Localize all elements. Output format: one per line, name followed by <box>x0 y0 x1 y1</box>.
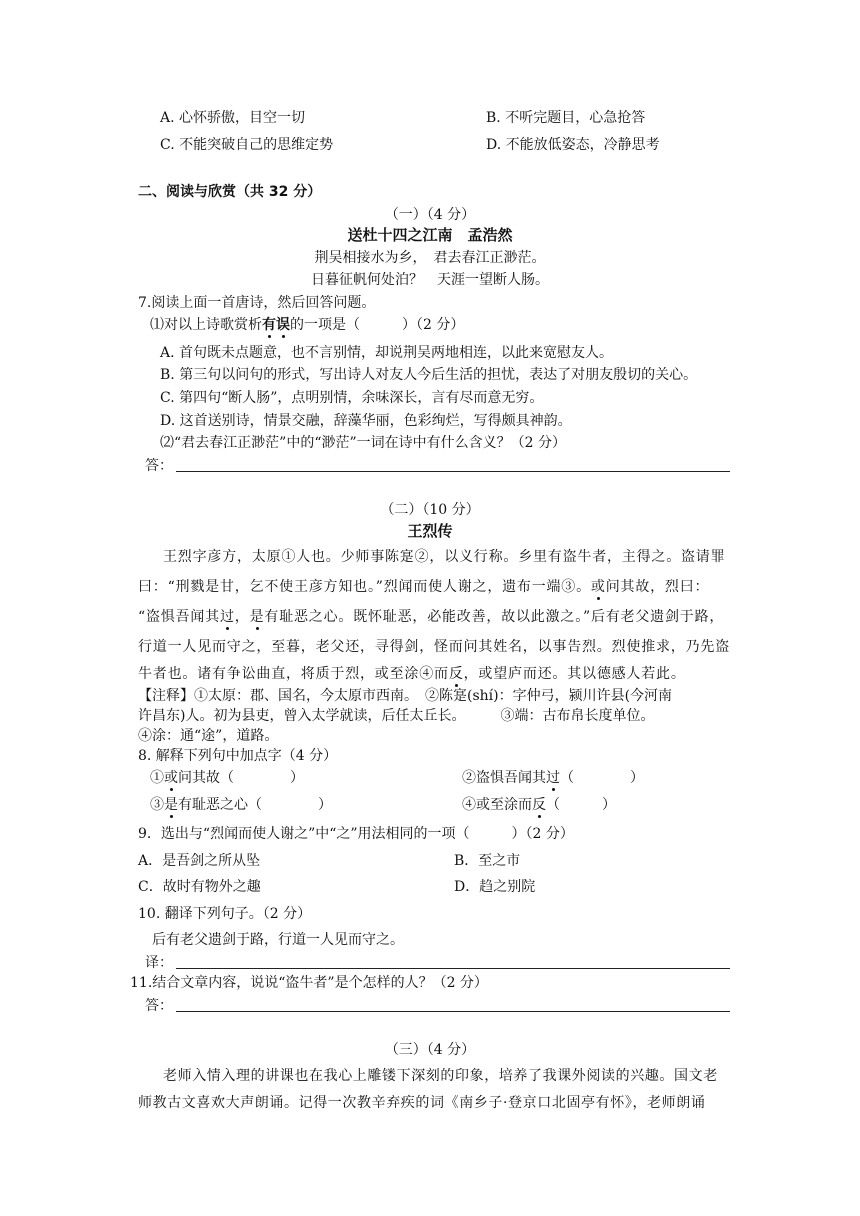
section-heading: 二、阅读与欣赏（共 32 分） <box>138 184 322 200</box>
q7-option-a: A. 首句既未点题意，也不言别情，却说荆吴两地相连，以此来宽慰友人。 <box>160 345 614 361</box>
q7-option-c: C. 第四句“断人肠”，点明别情，余味深长，言有尽而意无穷。 <box>160 390 544 406</box>
answer-label: 答： <box>145 458 173 474</box>
passage-line-4: 行道一人见而守之，至暮，老父还，寻得剑，怪而问其姓名，以事告烈。烈使推求，乃先盗 <box>138 639 730 655</box>
q9-option-b: B．至之市 <box>454 853 521 869</box>
q8-text: 问其故（ ） <box>178 770 304 786</box>
option-b: B. 不听完题目，心急抢答 <box>486 110 646 126</box>
q7-1-prefix: ⑴对以上诗歌赏析 <box>150 317 262 333</box>
question-8: 8. 解释下列句中加点字（4 分） <box>138 748 338 764</box>
dotted-char: 或 <box>164 770 178 786</box>
passage-text: 牛者也。诸有争讼曲直，将质于烈，或至涂④而 <box>138 666 449 682</box>
q8-text: ① <box>150 770 164 786</box>
q8-text: （ ） <box>546 797 616 813</box>
dotted-char: 是 <box>164 797 178 813</box>
part3-label: （三）（4 分） <box>384 1042 476 1058</box>
part3-line-1: 老师入情入理的讲课也在我心上雕镂下深刻的印象，培养了我课外阅读的兴趣。国文老 <box>163 1068 718 1084</box>
question-7-stem: 7.阅读上面一首唐诗，然后回答问题。 <box>138 295 376 311</box>
q8-text: ②盗惧吾闻其 <box>462 770 546 786</box>
dotted-char: 反 <box>448 666 464 682</box>
q9-option-a: A．是吾剑之所从坠 <box>138 853 261 869</box>
q8-item-2 <box>462 768 644 788</box>
dotted-char: 过 <box>546 770 560 786</box>
passage-text: ， <box>234 609 250 625</box>
option-d: D. 不能放低姿态，冷静思考 <box>486 137 660 153</box>
option-a: A. 心怀骄傲，目空一切 <box>160 110 306 126</box>
q7-option-b: B. 第三句以问句的形式，写出诗人对友人今后生活的担忧，表达了对朋友殷切的关心。 <box>160 367 698 383</box>
dotted-char: 是 <box>249 609 265 625</box>
answer-label: 答： <box>145 998 173 1014</box>
dotted-char: 过 <box>219 609 235 625</box>
passage-text: ，或望庐而还。其以德感人若此。 <box>463 666 686 682</box>
part3-line-2: 师教古文喜欢大声朗诵。记得一次教辛弃疾的词《南乡子·登京口北固亭有怀》，老师朗诵 <box>138 1095 706 1111</box>
q8-text: ③ <box>150 797 164 813</box>
dotted-char: 反 <box>532 797 546 813</box>
q9-option-d: D．趋之别院 <box>454 879 536 895</box>
question-7-2: ⑵“君去春江正渺茫”中的“渺茫”一词在诗中有什么含义？（2 分） <box>160 435 566 451</box>
passage-line-5 <box>138 664 686 684</box>
question-11: 11.结合文章内容，说说“盗牛者”是个怎样的人？（2 分） <box>130 975 488 991</box>
q8-text: ④或至涂而 <box>462 797 532 813</box>
note-line-1: 【注释】①太原：郡、国名，今太原市西南。 ②陈寔(shí)：字仲弓，颍川许县(今河南 <box>138 688 673 704</box>
dotted-char: 或 <box>590 579 606 595</box>
part1-label: （一）（4 分） <box>384 207 476 223</box>
answer-line[interactable] <box>176 1011 730 1012</box>
question-7-1 <box>150 315 464 335</box>
q7-option-d: D. 这首送别诗，情景交融，辞藻华丽，色彩绚烂，写得颇具神韵。 <box>160 413 572 429</box>
question-9: 9．选出与“烈闻而使人谢之”中“之”用法相同的一项（ ）（2 分） <box>138 826 574 842</box>
q9-option-c: C．故时有物外之趣 <box>138 879 261 895</box>
passage-title: 王烈传 <box>407 522 453 540</box>
q8-item-1 <box>150 768 304 788</box>
poem-line-1: 荆吴相接水为乡， 君去春江正渺茫。 <box>314 250 546 266</box>
option-c: C. 不能突破自己的思维定势 <box>160 137 334 153</box>
passage-text: 有耻恶之心。既怀耻恶，必能改善，故以此激之。”后有老父遗剑于路， <box>264 609 725 625</box>
poem-line-2: 日暮征帆何处泊？ 天涯一望断人肠。 <box>311 272 549 288</box>
note-line-3: ④涂：通“途”，道路。 <box>138 728 279 744</box>
poem-title: 送杜十四之江南 孟浩然 <box>347 226 513 244</box>
passage-line-2 <box>138 577 709 597</box>
answer-line[interactable] <box>176 471 730 472</box>
q7-1-suffix: 的一项是（ ）（2 分） <box>290 317 465 333</box>
emphasis-char: 误 <box>276 317 290 333</box>
passage-line-1: 王烈字彦方，太原①人也。少师事陈寔②，以义行称。乡里有盗牛者，主得之。盗请罪 <box>163 549 726 565</box>
question-10: 10. 翻译下列句子。（2 分） <box>138 906 312 922</box>
translate-label: 译： <box>145 955 173 971</box>
part2-label: （二）（10 分） <box>380 502 480 518</box>
q8-text: （ ） <box>560 770 644 786</box>
q8-item-3 <box>150 795 332 815</box>
q8-item-4 <box>462 795 616 815</box>
q8-text: 有耻恶之心（ ） <box>178 797 332 813</box>
q10-sentence: 后有老父遗剑于路，行道一人见而守之。 <box>152 932 404 948</box>
passage-text: “盗惧吾闻其 <box>138 609 220 625</box>
passage-text: 问其故，烈曰： <box>605 579 710 595</box>
note-line-2: 许昌东)人。初为县吏，曾入太学就读，后任太丘长。 ③端：古布帛长度单位。 <box>138 708 655 724</box>
passage-line-3 <box>138 607 724 627</box>
translate-line[interactable] <box>176 968 730 969</box>
emphasis-char: 有 <box>262 317 276 333</box>
passage-text: 曰：“刑戮是甘，乞不使王彦方知也。”烈闻而使人谢之，遗布一端③。 <box>138 579 591 595</box>
